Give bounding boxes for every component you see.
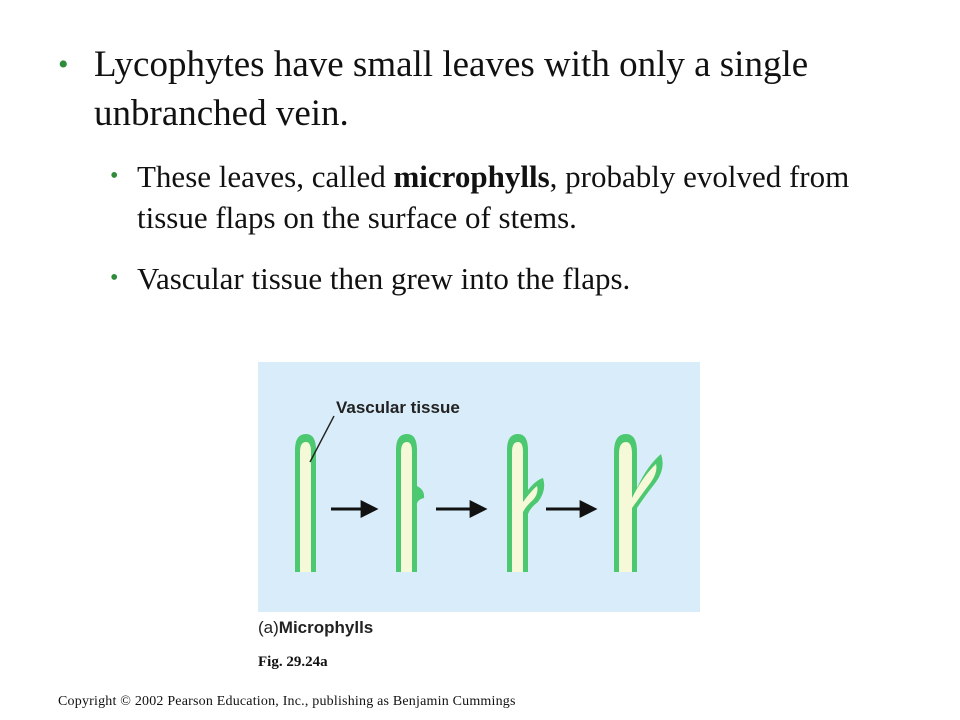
bullet-3-text: Vascular tissue then grew into the flaps. — [137, 261, 631, 296]
term-microphylls: microphylls — [393, 159, 550, 194]
figure-caption — [258, 618, 373, 638]
stem-stage-1 — [295, 434, 316, 572]
bullet-marker: • — [110, 163, 119, 189]
copyright-footer: Copyright © 2002 Pearson Education, Inc., publishing as Benjamin Cummings — [58, 694, 516, 709]
bullet-2-text-start: These leaves, called — [137, 159, 394, 194]
bullet-2-text — [137, 156, 900, 238]
bullet-marker: • — [58, 48, 69, 81]
microphyll-diagram — [258, 362, 700, 612]
figure-number: Fig. 29.24a — [258, 654, 328, 670]
bullet-2-text-end: , probably evolved from tissue flaps on the surface of stems. — [137, 159, 850, 235]
stem-stage-3 — [507, 434, 544, 572]
bullet-1-text: Lycophytes have small leaves with only a single unbranched vein. — [94, 44, 809, 134]
stem-stage-4 — [614, 434, 663, 572]
vascular-tissue-label: Vascular tissue — [336, 398, 460, 417]
bullet-marker: • — [110, 265, 119, 291]
microphyll-figure — [258, 362, 700, 612]
bullet-1 — [58, 40, 908, 138]
bullet-2 — [110, 156, 900, 238]
figure-caption-title: Microphylls — [278, 618, 374, 637]
bullet-3 — [110, 258, 900, 299]
stem-stage-2 — [396, 434, 424, 572]
figure-caption-prefix: (a) — [258, 618, 279, 637]
